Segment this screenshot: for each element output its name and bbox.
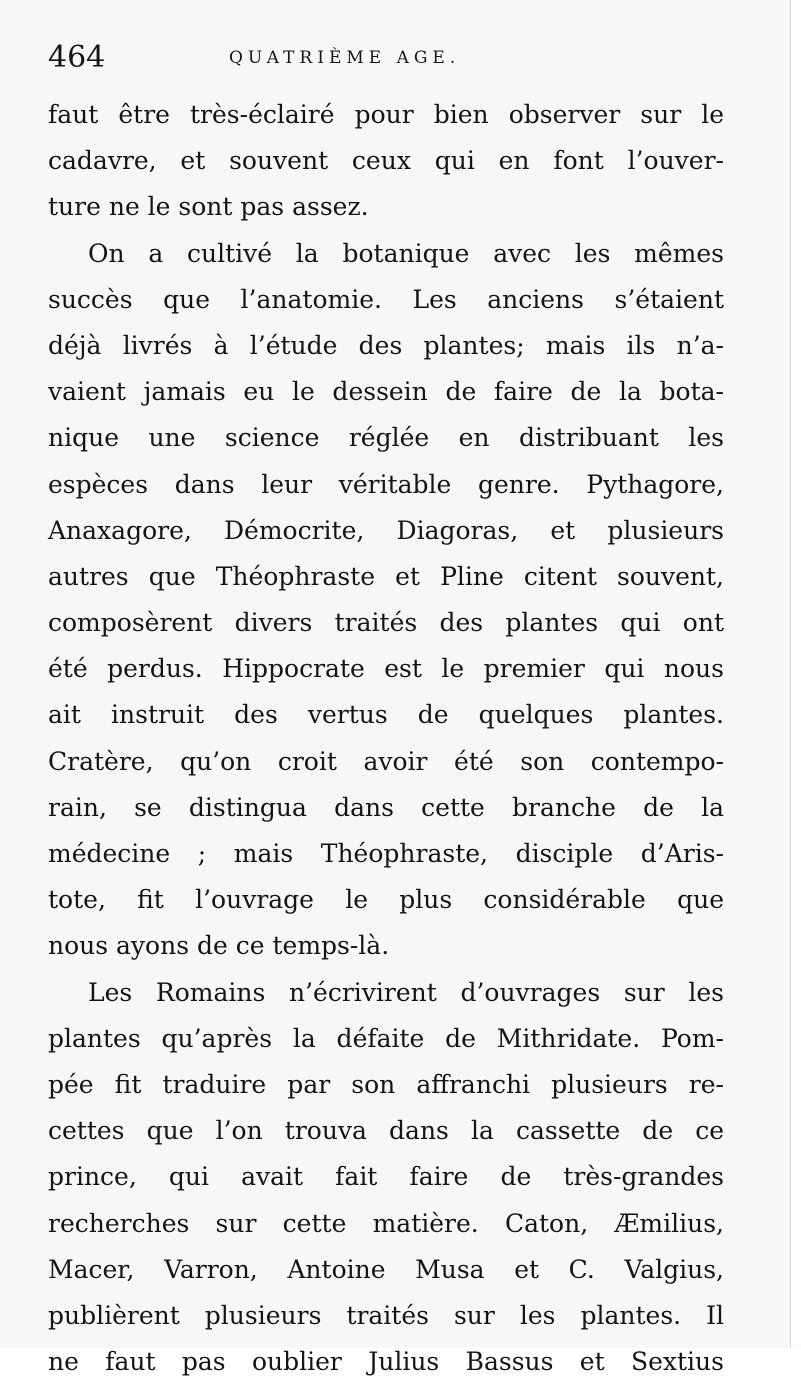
text-line: prince, qui avait fait faire de très-grandes [48, 1162, 724, 1192]
text-line: déjà livrés à l’étude des plantes; mais ils n’a- [48, 330, 724, 360]
text-line: ait instruit des vertus de quelques plantes. [48, 700, 724, 730]
paragraph-first-line: Les Romains n’écrivirent d’ouvrages sur les [88, 977, 724, 1007]
body-text [48, 92, 724, 1385]
text-line: ture ne le sont pas assez. [48, 192, 369, 222]
text-line: vaient jamais eu le dessein de faire de la bota- [48, 377, 724, 407]
text-line: pée fit traduire par son affranchi plusieurs re- [48, 1069, 724, 1099]
text-line: publièrent plusieurs traités sur les plantes. Il [48, 1300, 724, 1330]
text-line: cadavre, et souvent ceux qui en font l’ouver- [48, 146, 724, 176]
page-number: 464 [48, 40, 106, 75]
text-line: ne faut pas oublier Julius Bassus et Sextius [48, 1347, 724, 1377]
text-line: Anaxagore, Démocrite, Diagoras, et plusieurs [48, 515, 724, 545]
text-line: Macer, Varron, Antoine Musa et C. Valgius, [48, 1254, 724, 1284]
text-line: plantes qu’après la défaite de Mithridate. Pom- [48, 1023, 724, 1053]
text-line: médecine ; mais Théophraste, disciple d’Aris- [48, 839, 724, 868]
text-line: nous ayons de ce temps-là. [48, 931, 390, 961]
text-line: été perdus. Hippocrate est le premier qui nous [48, 654, 724, 684]
page-edge [790, 0, 801, 1348]
running-head: QUATRIÈME AGE. [229, 48, 461, 68]
paragraph-first-line: On a cultivé la botanique avec les mêmes [88, 238, 724, 268]
text-line: faut être très-éclairé pour bien observer sur le [48, 100, 724, 129]
text-line: recherches sur cette matière. Caton, Æmilius, [48, 1208, 724, 1238]
text-line: tote, fit l’ouvrage le plus considérable que [48, 885, 724, 915]
text-line: composèrent divers traités des plantes qui ont [48, 608, 724, 638]
text-line: espèces dans leur véritable genre. Pythagore, [48, 469, 724, 499]
text-line: Cratère, qu’on croit avoir été son contempo- [48, 746, 724, 776]
page-header [48, 40, 738, 80]
text-line: succès que l’anatomie. Les anciens s’étaient [48, 284, 724, 314]
text-line: rain, se distingua dans cette branche de la [48, 792, 724, 822]
text-line: cettes que l’on trouva dans la cassette de ce [48, 1116, 724, 1146]
text-line: nique une science réglée en distribuant les [48, 423, 724, 453]
text-line: autres que Théophraste et Pline citent souvent, [48, 561, 724, 591]
